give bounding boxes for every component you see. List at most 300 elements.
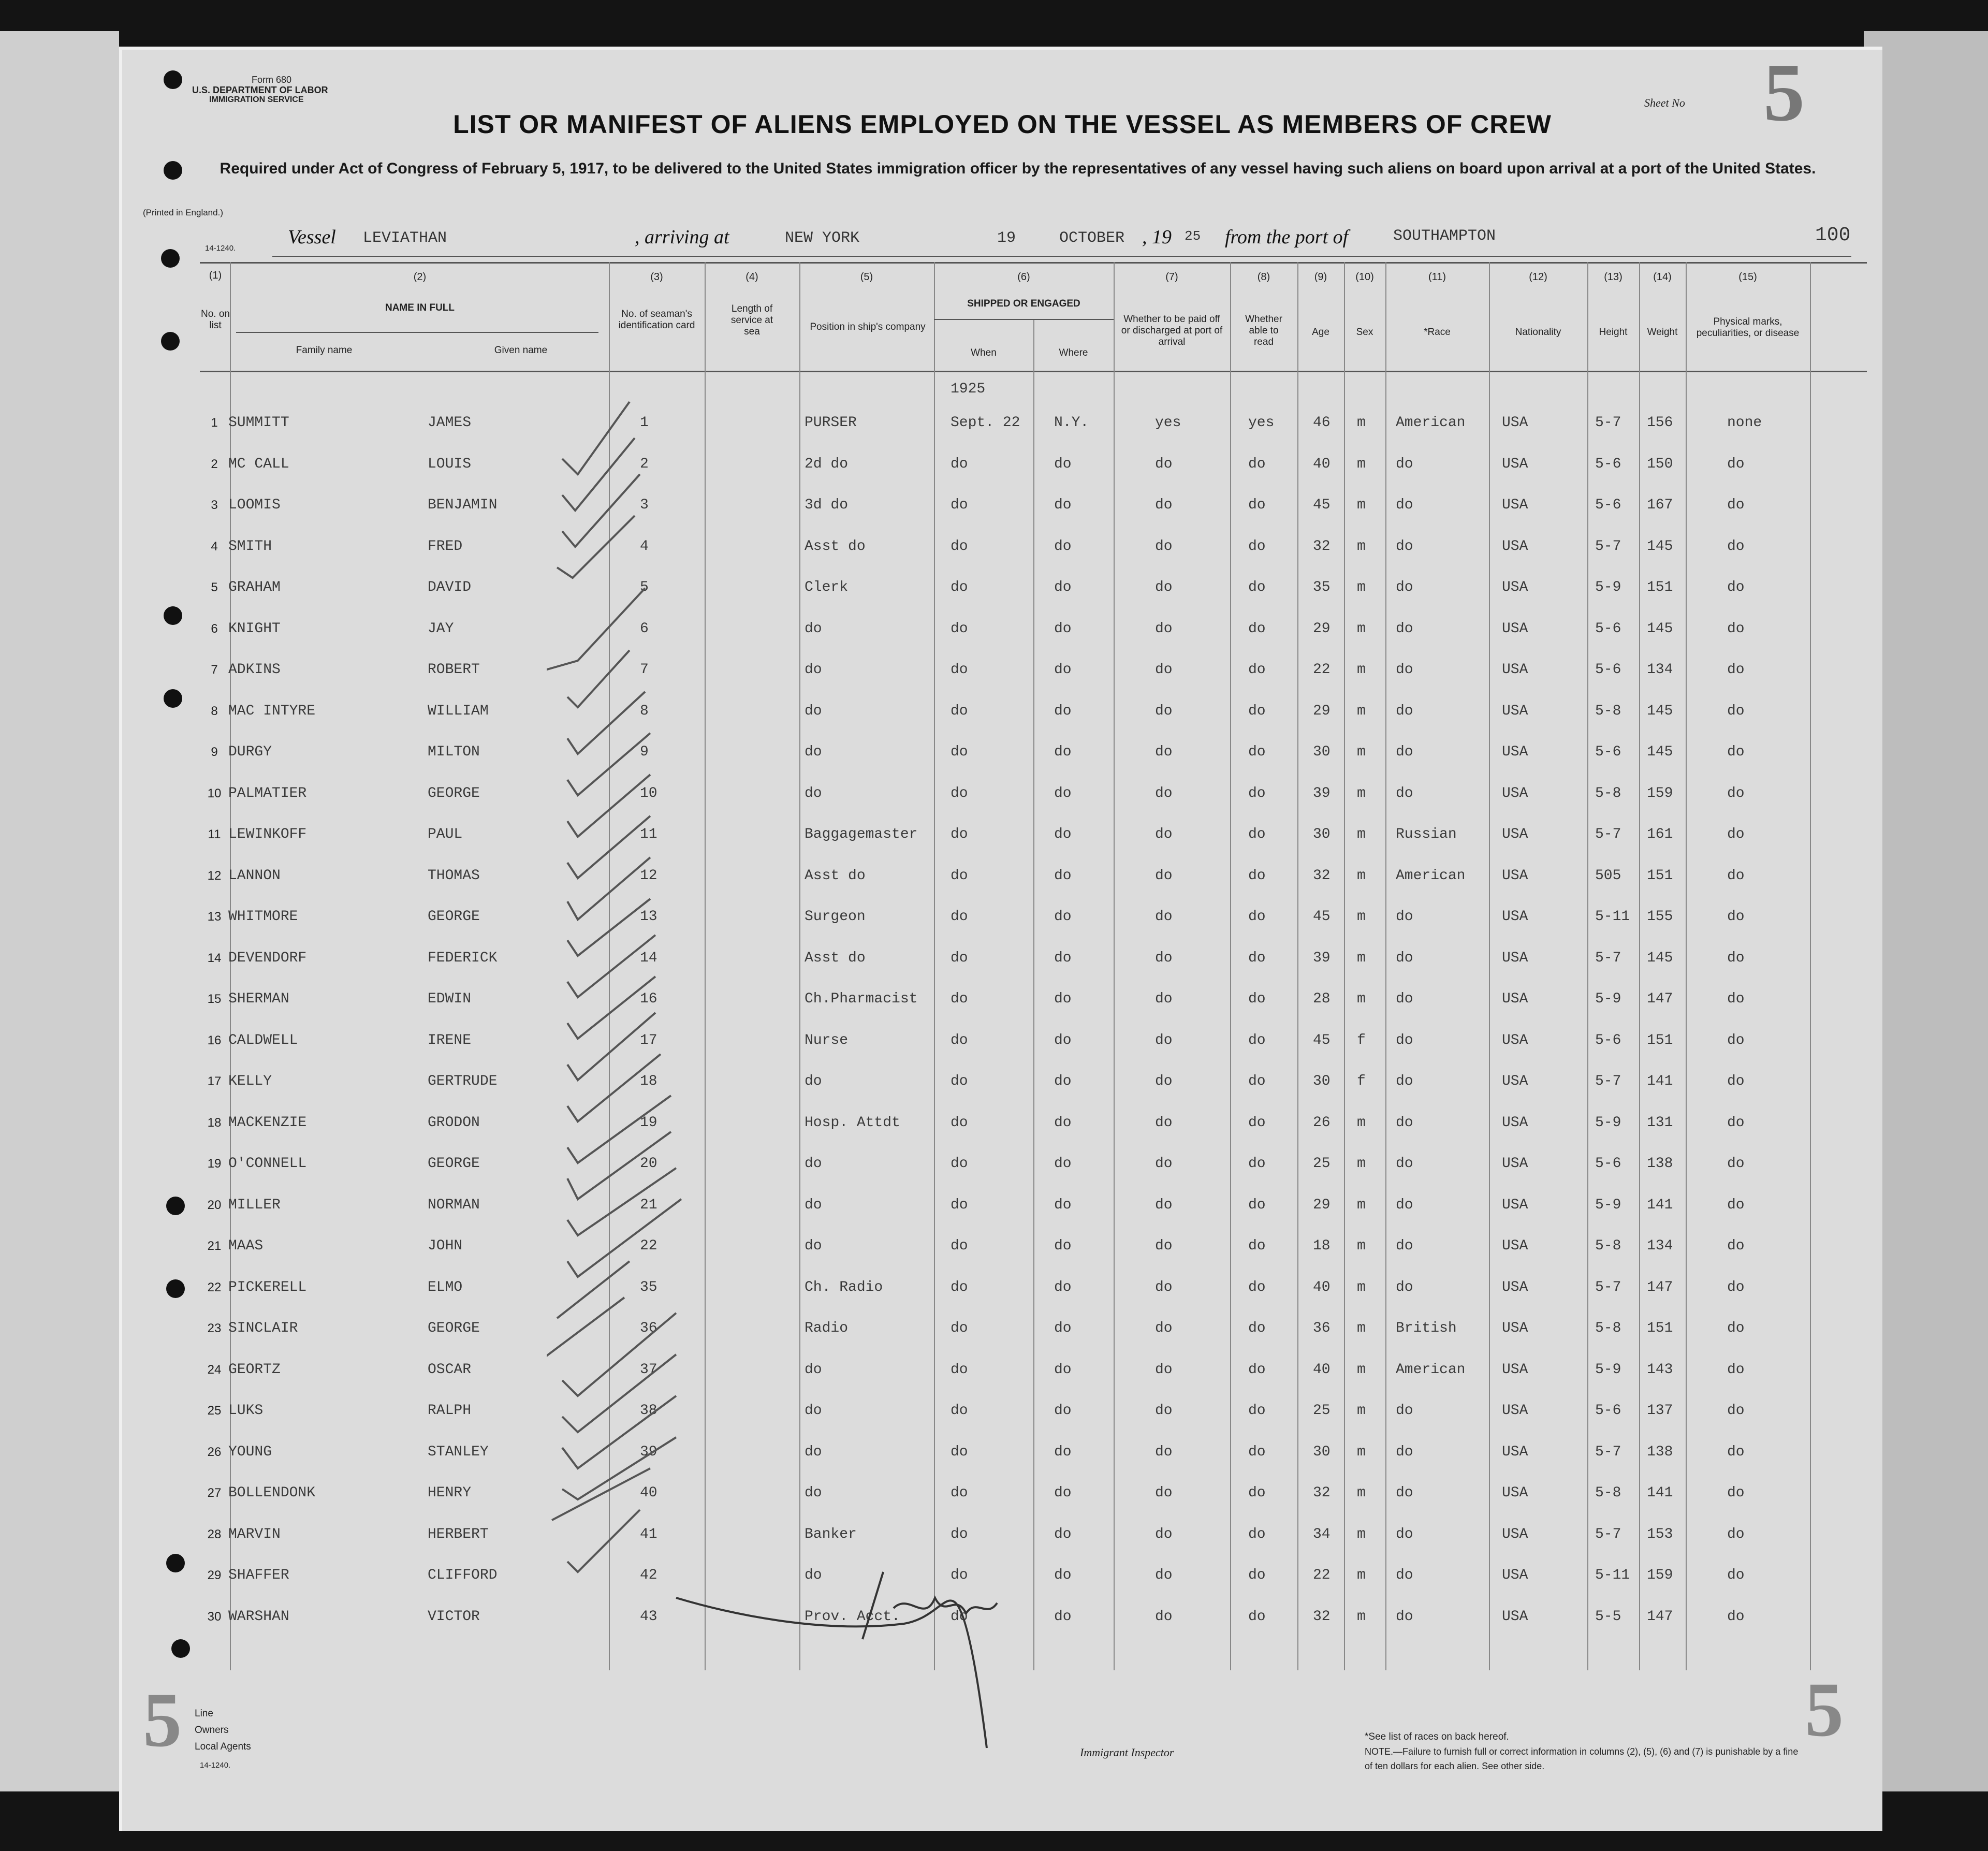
weight-cell: 151 — [1647, 579, 1673, 595]
physical-marks-cell: do — [1727, 1444, 1745, 1460]
nationality-cell: USA — [1502, 1197, 1528, 1213]
column-divider — [1810, 262, 1811, 1670]
footer-line-label: Line — [195, 1708, 213, 1719]
page-subtitle: Required under Act of Congress of February 5, 1917, to be delivered to the United States immigration officer by the representatives of any vessel having such aliens on board upon arrival at a port of the United States. — [220, 160, 1816, 177]
height-cell: 5-6 — [1595, 456, 1621, 472]
shipped-where-cell: do — [1054, 991, 1072, 1007]
shipped-when-cell: do — [951, 1320, 968, 1336]
sex-cell: m — [1357, 1567, 1366, 1583]
race-cell: do — [1396, 1485, 1413, 1501]
row-number: 22 — [207, 1280, 222, 1294]
physical-marks-cell: do — [1727, 744, 1745, 760]
row-number: 19 — [207, 1157, 222, 1171]
shipped-where-cell: do — [1054, 1403, 1072, 1419]
weight-cell: 143 — [1647, 1361, 1673, 1378]
race-cell: Russian — [1396, 826, 1457, 842]
given-name-cell: LOUIS — [428, 456, 472, 472]
inspector-label: Immigrant Inspector — [1080, 1746, 1174, 1759]
row-number: 11 — [208, 827, 221, 841]
page-reference: 100 — [1815, 224, 1851, 246]
shipped-when-cell: do — [951, 497, 968, 513]
race-cell: do — [1396, 579, 1413, 595]
col11-header: *Race — [1424, 327, 1451, 338]
column-divider — [1639, 262, 1640, 1670]
height-cell: 5-6 — [1595, 620, 1621, 637]
nationality-cell: USA — [1502, 456, 1528, 472]
position-cell: Radio — [805, 1320, 849, 1336]
able-to-read-cell: do — [1248, 1485, 1266, 1501]
col1-header: No. on list — [201, 309, 230, 331]
weight-cell: 167 — [1647, 497, 1673, 513]
age-cell: 32 — [1313, 867, 1331, 884]
row-number: 3 — [211, 498, 218, 512]
able-to-read-cell: do — [1248, 867, 1266, 884]
sex-cell: m — [1357, 497, 1366, 513]
paid-off-cell: do — [1155, 744, 1173, 760]
paid-off-cell: do — [1155, 703, 1173, 719]
col12-header: Nationality — [1515, 327, 1561, 338]
paid-off-cell: do — [1155, 456, 1173, 472]
race-cell: do — [1396, 991, 1413, 1007]
card-number-cell: 42 — [640, 1567, 657, 1583]
nationality-cell: USA — [1502, 1567, 1528, 1583]
race-cell: do — [1396, 1073, 1413, 1089]
given-name-cell: THOMAS — [428, 867, 480, 884]
physical-marks-cell: do — [1727, 497, 1745, 513]
weight-cell: 156 — [1647, 415, 1673, 431]
position-cell: Prov. Acct. — [805, 1608, 900, 1625]
age-cell: 30 — [1313, 1444, 1331, 1460]
col10-number: (10) — [1355, 271, 1374, 283]
sex-cell: m — [1357, 1485, 1366, 1501]
position-cell: Asst do — [805, 538, 866, 555]
given-name-cell: WILLIAM — [428, 703, 489, 719]
row-number: 15 — [207, 992, 222, 1006]
binder-hole — [164, 689, 182, 708]
race-cell: do — [1396, 1032, 1413, 1048]
paid-off-cell: do — [1155, 1361, 1173, 1378]
height-cell: 5-6 — [1595, 1403, 1621, 1419]
binder-hole — [164, 161, 182, 180]
shipped-when-cell: do — [951, 662, 968, 678]
physical-marks-cell: do — [1727, 1114, 1745, 1131]
family-name-cell: SUMMITT — [228, 415, 289, 431]
shipped-when-cell: do — [951, 1485, 968, 1501]
family-name-cell: SHERMAN — [228, 991, 289, 1007]
row-number: 25 — [207, 1404, 222, 1418]
row-number: 10 — [207, 786, 222, 800]
row-number: 9 — [211, 745, 218, 759]
height-cell: 5-7 — [1595, 1279, 1621, 1295]
height-cell: 5-9 — [1595, 1114, 1621, 1131]
inspector-signature — [666, 1562, 1028, 1779]
family-name-cell: KNIGHT — [228, 620, 281, 637]
paid-off-cell: do — [1155, 826, 1173, 842]
physical-marks-cell: do — [1727, 785, 1745, 801]
nationality-cell: USA — [1502, 1320, 1528, 1336]
nationality-cell: USA — [1502, 497, 1528, 513]
nationality-cell: USA — [1502, 538, 1528, 555]
race-cell: American — [1396, 1361, 1466, 1378]
service: IMMIGRATION SERVICE — [209, 95, 304, 104]
card-number-cell: 12 — [640, 867, 657, 884]
row-number: 18 — [207, 1115, 222, 1130]
race-cell: do — [1396, 1197, 1413, 1213]
age-cell: 40 — [1313, 1361, 1331, 1378]
family-name-cell: MILLER — [228, 1197, 281, 1213]
shipped-where-cell: do — [1054, 1156, 1072, 1172]
row-number: 8 — [211, 704, 218, 718]
weight-cell: 159 — [1647, 785, 1673, 801]
height-cell: 5-6 — [1595, 662, 1621, 678]
col8-number: (8) — [1257, 271, 1270, 283]
penalty-note: NOTE.—Failure to furnish full or correct information in columns (2), (5), (6) and (7) is punishable by a fine of ten dollars for each alien. See other side. — [1365, 1746, 1799, 1771]
shipped-where-cell: do — [1054, 456, 1072, 472]
age-cell: 30 — [1313, 744, 1331, 760]
position-cell: do — [805, 785, 822, 801]
card-number-cell: 37 — [640, 1361, 657, 1378]
physical-marks-cell: do — [1727, 991, 1745, 1007]
position-cell: Asst do — [805, 867, 866, 884]
weight-cell: 141 — [1647, 1197, 1673, 1213]
able-to-read-cell: do — [1248, 744, 1266, 760]
shipped-when-cell: do — [951, 1073, 968, 1089]
nationality-cell: USA — [1502, 785, 1528, 801]
height-cell: 5-7 — [1595, 826, 1621, 842]
shipped-where-cell: do — [1054, 1485, 1072, 1501]
age-cell: 46 — [1313, 415, 1331, 431]
able-to-read-cell: do — [1248, 620, 1266, 637]
row-number: 2 — [211, 457, 218, 471]
shipped-where-cell: do — [1054, 1238, 1072, 1254]
able-to-read-cell: do — [1248, 1361, 1266, 1378]
sex-cell: m — [1357, 456, 1366, 472]
given-name-cell: GEORGE — [428, 909, 480, 925]
sex-cell: m — [1357, 1403, 1366, 1419]
binder-hole — [166, 1554, 185, 1572]
card-number-cell: 10 — [640, 785, 657, 801]
shipped-where-cell: do — [1054, 744, 1072, 760]
sex-cell: m — [1357, 415, 1366, 431]
card-number-cell: 39 — [640, 1444, 657, 1460]
able-to-read-cell: do — [1248, 1608, 1266, 1625]
position-cell: Ch. Radio — [805, 1279, 883, 1295]
manifest-sheet — [119, 47, 1882, 1831]
footer-owners-label: Owners — [195, 1725, 229, 1736]
row-number: 20 — [207, 1198, 222, 1212]
given-name-cell: IRENE — [428, 1032, 472, 1048]
given-name-cell: PAUL — [428, 826, 463, 842]
binder-hole — [166, 1279, 185, 1298]
age-cell: 32 — [1313, 1608, 1331, 1625]
height-cell: 5-8 — [1595, 1485, 1621, 1501]
age-cell: 26 — [1313, 1114, 1331, 1131]
shipped-where-cell: do — [1054, 579, 1072, 595]
able-to-read-cell: do — [1248, 1032, 1266, 1048]
year-note: 1925 — [951, 381, 986, 397]
position-cell: Surgeon — [805, 909, 866, 925]
paid-off-cell: do — [1155, 785, 1173, 801]
able-to-read-cell: do — [1248, 1197, 1266, 1213]
family-name-cell: PICKERELL — [228, 1279, 307, 1295]
weight-cell: 138 — [1647, 1156, 1673, 1172]
inspector-checkmarks — [547, 371, 764, 1675]
sex-cell: m — [1357, 1238, 1366, 1254]
col1-number: (1) — [209, 270, 222, 281]
shipped-where-cell: do — [1054, 1361, 1072, 1378]
race-cell: do — [1396, 744, 1413, 760]
physical-marks-cell: do — [1727, 1526, 1745, 1542]
height-cell: 5-11 — [1595, 909, 1630, 925]
column-divider — [1297, 262, 1298, 1670]
height-cell: 5-7 — [1595, 1444, 1621, 1460]
physical-marks-cell: do — [1727, 1403, 1745, 1419]
card-number-cell: 16 — [640, 991, 657, 1007]
nationality-cell: USA — [1502, 1403, 1528, 1419]
able-to-read-cell: do — [1248, 909, 1266, 925]
shipped-when-cell: do — [951, 1156, 968, 1172]
physical-marks-cell: do — [1727, 1361, 1745, 1378]
height-cell: 5-8 — [1595, 1238, 1621, 1254]
age-cell: 29 — [1313, 1197, 1331, 1213]
able-to-read-cell: do — [1248, 1567, 1266, 1583]
height-cell: 5-9 — [1595, 991, 1621, 1007]
sex-cell: m — [1357, 991, 1366, 1007]
col8-header: Whether able to read — [1245, 314, 1282, 347]
weight-cell: 151 — [1647, 1320, 1673, 1336]
given-name-cell: FEDERICK — [428, 950, 498, 966]
height-cell: 505 — [1595, 867, 1621, 884]
paid-off-cell: do — [1155, 909, 1173, 925]
given-name-cell: HERBERT — [428, 1526, 489, 1542]
nationality-cell: USA — [1502, 1114, 1528, 1131]
given-name-cell: FRED — [428, 538, 463, 555]
nationality-cell: USA — [1502, 867, 1528, 884]
able-to-read-cell: do — [1248, 826, 1266, 842]
shipped-when-cell: do — [951, 909, 968, 925]
row-number: 24 — [207, 1362, 222, 1377]
age-cell: 25 — [1313, 1403, 1331, 1419]
card-number-cell: 21 — [640, 1197, 657, 1213]
paid-off-cell: yes — [1155, 415, 1181, 431]
binder-hole — [166, 1197, 185, 1215]
nationality-cell: USA — [1502, 826, 1528, 842]
nationality-cell: USA — [1502, 415, 1528, 431]
paid-off-cell: do — [1155, 1279, 1173, 1295]
shipped-where-cell: do — [1054, 950, 1072, 966]
shipped-where-cell: do — [1054, 620, 1072, 637]
year-prefix: , 19 — [1142, 226, 1172, 248]
race-cell: do — [1396, 1114, 1413, 1131]
row-number: 1 — [211, 416, 218, 430]
given-name-cell: RALPH — [428, 1403, 472, 1419]
age-cell: 29 — [1313, 703, 1331, 719]
height-cell: 5-7 — [1595, 538, 1621, 555]
paid-off-cell: do — [1155, 867, 1173, 884]
arrival-port: NEW YORK — [785, 229, 860, 247]
department: U.S. DEPARTMENT OF LABOR — [192, 85, 328, 95]
paid-off-cell: do — [1155, 662, 1173, 678]
weight-cell: 134 — [1647, 662, 1673, 678]
race-cell: do — [1396, 909, 1413, 925]
height-cell: 5-7 — [1595, 950, 1621, 966]
race-cell: do — [1396, 785, 1413, 801]
shipped-when-cell: do — [951, 1032, 968, 1048]
height-cell: 5-6 — [1595, 497, 1621, 513]
position-cell: 2d do — [805, 456, 849, 472]
nationality-cell: USA — [1502, 662, 1528, 678]
race-cell: do — [1396, 620, 1413, 637]
position-cell: do — [805, 1567, 822, 1583]
physical-marks-cell: do — [1727, 662, 1745, 678]
row-number: 5 — [211, 580, 218, 594]
family-name-cell: SINCLAIR — [228, 1320, 298, 1336]
sex-cell: m — [1357, 950, 1366, 966]
sex-cell: m — [1357, 1444, 1366, 1460]
col6-number: (6) — [1017, 271, 1030, 283]
height-cell: 5-9 — [1595, 1361, 1621, 1378]
col10-header: Sex — [1356, 327, 1373, 338]
row-number: 30 — [207, 1609, 222, 1624]
sex-cell: m — [1357, 1526, 1366, 1542]
shipped-when-cell: do — [951, 538, 968, 555]
column-divider — [1033, 319, 1034, 1670]
nationality-cell: USA — [1502, 579, 1528, 595]
footer-sheet-number-right: 5 — [1805, 1667, 1844, 1753]
physical-marks-cell: none — [1727, 415, 1762, 431]
physical-marks-cell: do — [1727, 1279, 1745, 1295]
given-name-cell: GERTRUDE — [428, 1073, 498, 1089]
able-to-read-cell: do — [1248, 538, 1266, 555]
physical-marks-cell: do — [1727, 579, 1745, 595]
physical-marks-cell: do — [1727, 1608, 1745, 1625]
shipped-where-cell: do — [1054, 785, 1072, 801]
sex-cell: m — [1357, 1608, 1366, 1625]
col14-header: Weight — [1647, 327, 1678, 338]
able-to-read-cell: do — [1248, 1320, 1266, 1336]
family-name-cell: SHAFFER — [228, 1567, 289, 1583]
paid-off-cell: do — [1155, 538, 1173, 555]
age-cell: 39 — [1313, 785, 1331, 801]
sex-cell: m — [1357, 867, 1366, 884]
able-to-read-cell: do — [1248, 456, 1266, 472]
position-cell: Hosp. Attdt — [805, 1114, 900, 1131]
paid-off-cell: do — [1155, 620, 1173, 637]
able-to-read-cell: do — [1248, 579, 1266, 595]
race-cell: do — [1396, 497, 1413, 513]
shipped-where-cell: do — [1054, 1073, 1072, 1089]
family-name-cell: PALMATIER — [228, 785, 307, 801]
physical-marks-cell: do — [1727, 1156, 1745, 1172]
weight-cell: 147 — [1647, 1608, 1673, 1625]
column-divider — [1385, 262, 1386, 1670]
position-cell: Asst do — [805, 950, 866, 966]
shipped-when-cell: do — [951, 1403, 968, 1419]
height-cell: 5-9 — [1595, 1197, 1621, 1213]
position-cell: Nurse — [805, 1032, 849, 1048]
paid-off-cell: do — [1155, 1567, 1173, 1583]
physical-marks-cell: do — [1727, 1032, 1745, 1048]
shipped-where-cell: do — [1054, 1320, 1072, 1336]
given-name-cell: BENJAMIN — [428, 497, 498, 513]
col5-number: (5) — [860, 271, 873, 283]
card-number-cell: 18 — [640, 1073, 657, 1089]
nationality-cell: USA — [1502, 703, 1528, 719]
form-number: Form 680 — [252, 75, 292, 85]
position-cell: do — [805, 744, 822, 760]
card-number-cell: 8 — [640, 703, 649, 719]
shipped-when-cell: do — [951, 991, 968, 1007]
position-cell: Baggagemaster — [805, 826, 918, 842]
height-cell: 5-5 — [1595, 1608, 1621, 1625]
sex-cell: m — [1357, 579, 1366, 595]
card-number-cell: 7 — [640, 662, 649, 678]
given-name-cell: OSCAR — [428, 1361, 472, 1378]
race-cell: do — [1396, 950, 1413, 966]
height-cell: 5-6 — [1595, 744, 1621, 760]
col2a-header: Family name — [296, 345, 353, 356]
weight-cell: 145 — [1647, 703, 1673, 719]
shipped-where-cell: do — [1054, 1114, 1072, 1131]
col9-header: Age — [1312, 327, 1329, 338]
race-cell: do — [1396, 662, 1413, 678]
position-cell: Ch.Pharmacist — [805, 991, 918, 1007]
shipped-when-cell: do — [951, 1238, 968, 1254]
family-name-cell: MAC INTYRE — [228, 703, 316, 719]
name-subrule — [236, 332, 598, 333]
shipped-subrule — [934, 319, 1114, 320]
nationality-cell: USA — [1502, 1279, 1528, 1295]
able-to-read-cell: do — [1248, 1156, 1266, 1172]
age-cell: 30 — [1313, 826, 1331, 842]
age-cell: 29 — [1313, 620, 1331, 637]
sex-cell: m — [1357, 744, 1366, 760]
card-number-cell: 4 — [640, 538, 649, 555]
position-cell: do — [805, 1073, 822, 1089]
position-cell: do — [805, 1156, 822, 1172]
row-number: 26 — [207, 1445, 222, 1459]
card-number-cell: 20 — [640, 1156, 657, 1172]
age-cell: 36 — [1313, 1320, 1331, 1336]
position-cell: do — [805, 1238, 822, 1254]
paid-off-cell: do — [1155, 1238, 1173, 1254]
physical-marks-cell: do — [1727, 950, 1745, 966]
sex-cell: m — [1357, 662, 1366, 678]
physical-marks-cell: do — [1727, 456, 1745, 472]
card-number-cell: 41 — [640, 1526, 657, 1542]
weight-cell: 141 — [1647, 1073, 1673, 1089]
race-cell: do — [1396, 538, 1413, 555]
height-cell: 5-8 — [1595, 1320, 1621, 1336]
shipped-where-cell: do — [1054, 1608, 1072, 1625]
sex-cell: m — [1357, 1361, 1366, 1378]
race-cell: American — [1396, 867, 1466, 884]
binder-hole — [161, 332, 180, 351]
position-cell: do — [805, 703, 822, 719]
row-number: 27 — [207, 1486, 222, 1500]
nationality-cell: USA — [1502, 1238, 1528, 1254]
age-cell: 32 — [1313, 538, 1331, 555]
sheet-number: 5 — [1763, 46, 1805, 138]
given-name-cell: GRODON — [428, 1114, 480, 1131]
family-name-cell: WARSHAN — [228, 1608, 289, 1625]
age-cell: 40 — [1313, 456, 1331, 472]
shipped-when-cell: do — [951, 1279, 968, 1295]
able-to-read-cell: do — [1248, 1279, 1266, 1295]
physical-marks-cell: do — [1727, 538, 1745, 555]
weight-cell: 159 — [1647, 1567, 1673, 1583]
column-divider — [1686, 262, 1687, 1670]
